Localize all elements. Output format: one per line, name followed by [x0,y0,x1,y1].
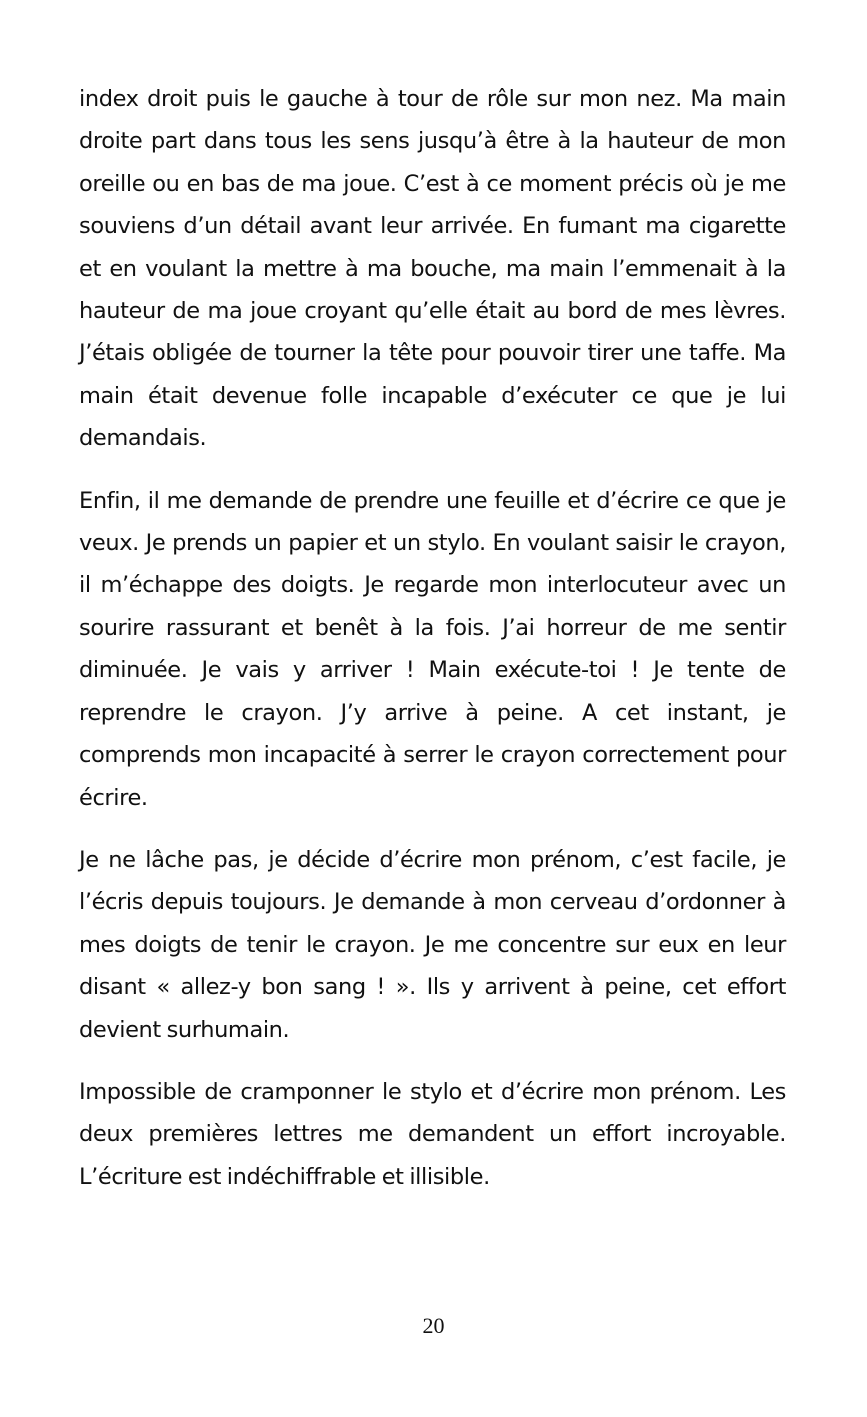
paragraph-4: Impossible de cramponner le stylo et d’écrire mon prénom. Les deux premières lettres me demandent un effort incroyable. L’écriture est indéchiffrable et illisible. [79,1078,786,1190]
paragraph-2: Enfin, il me demande de prendre une feuille et d’écrire ce que je veux. Je prends un papier et un stylo. En voulant saisir le crayon, il m’échappe des doigts. Je regarde mon interlocuteur avec un sourire rassurant et benêt à la fois. J’ai horreur de me sentir diminuée. Je vais y arriver ! Main exécute-toi ! Je tente de reprendre le crayon. J’y arrive à peine. A cet instant, je comprends mon incapacité à serrer le crayon correctement pour écrire. [79,487,786,811]
paragraph-1: index droit puis le gauche à tour de rôle sur mon nez. Ma main droite part dans tous les sens jusqu’à être à la hauteur de mon oreille ou en bas de ma joue. C’est à ce moment précis où je me souviens d’un détail avant leur arrivée. En fumant ma cigarette et en voulant la mettre à ma bouche, ma main l’emmenait à la hauteur de ma joue croyant qu’elle était au bord de mes lèvres. J’étais obligée de tourner la tête pour pouvoir tirer une taffe. Ma main était devenue folle incapable d’exécuter ce que je lui demandais. [79,86,786,452]
page-number: 20 [422,1313,445,1338]
paragraph-3: Je ne lâche pas, je décide d’écrire mon prénom, c’est facile, je l’écris depuis toujours. Je demande à mon cerveau d’ordonner à mes doigts de tenir le crayon. Je me concentre sur eux en leur disant « allez-y bon sang ! ». Ils y arrivent à peine, cet effort devient surhumain. [79,846,786,1043]
body-text [79,78,786,1218]
